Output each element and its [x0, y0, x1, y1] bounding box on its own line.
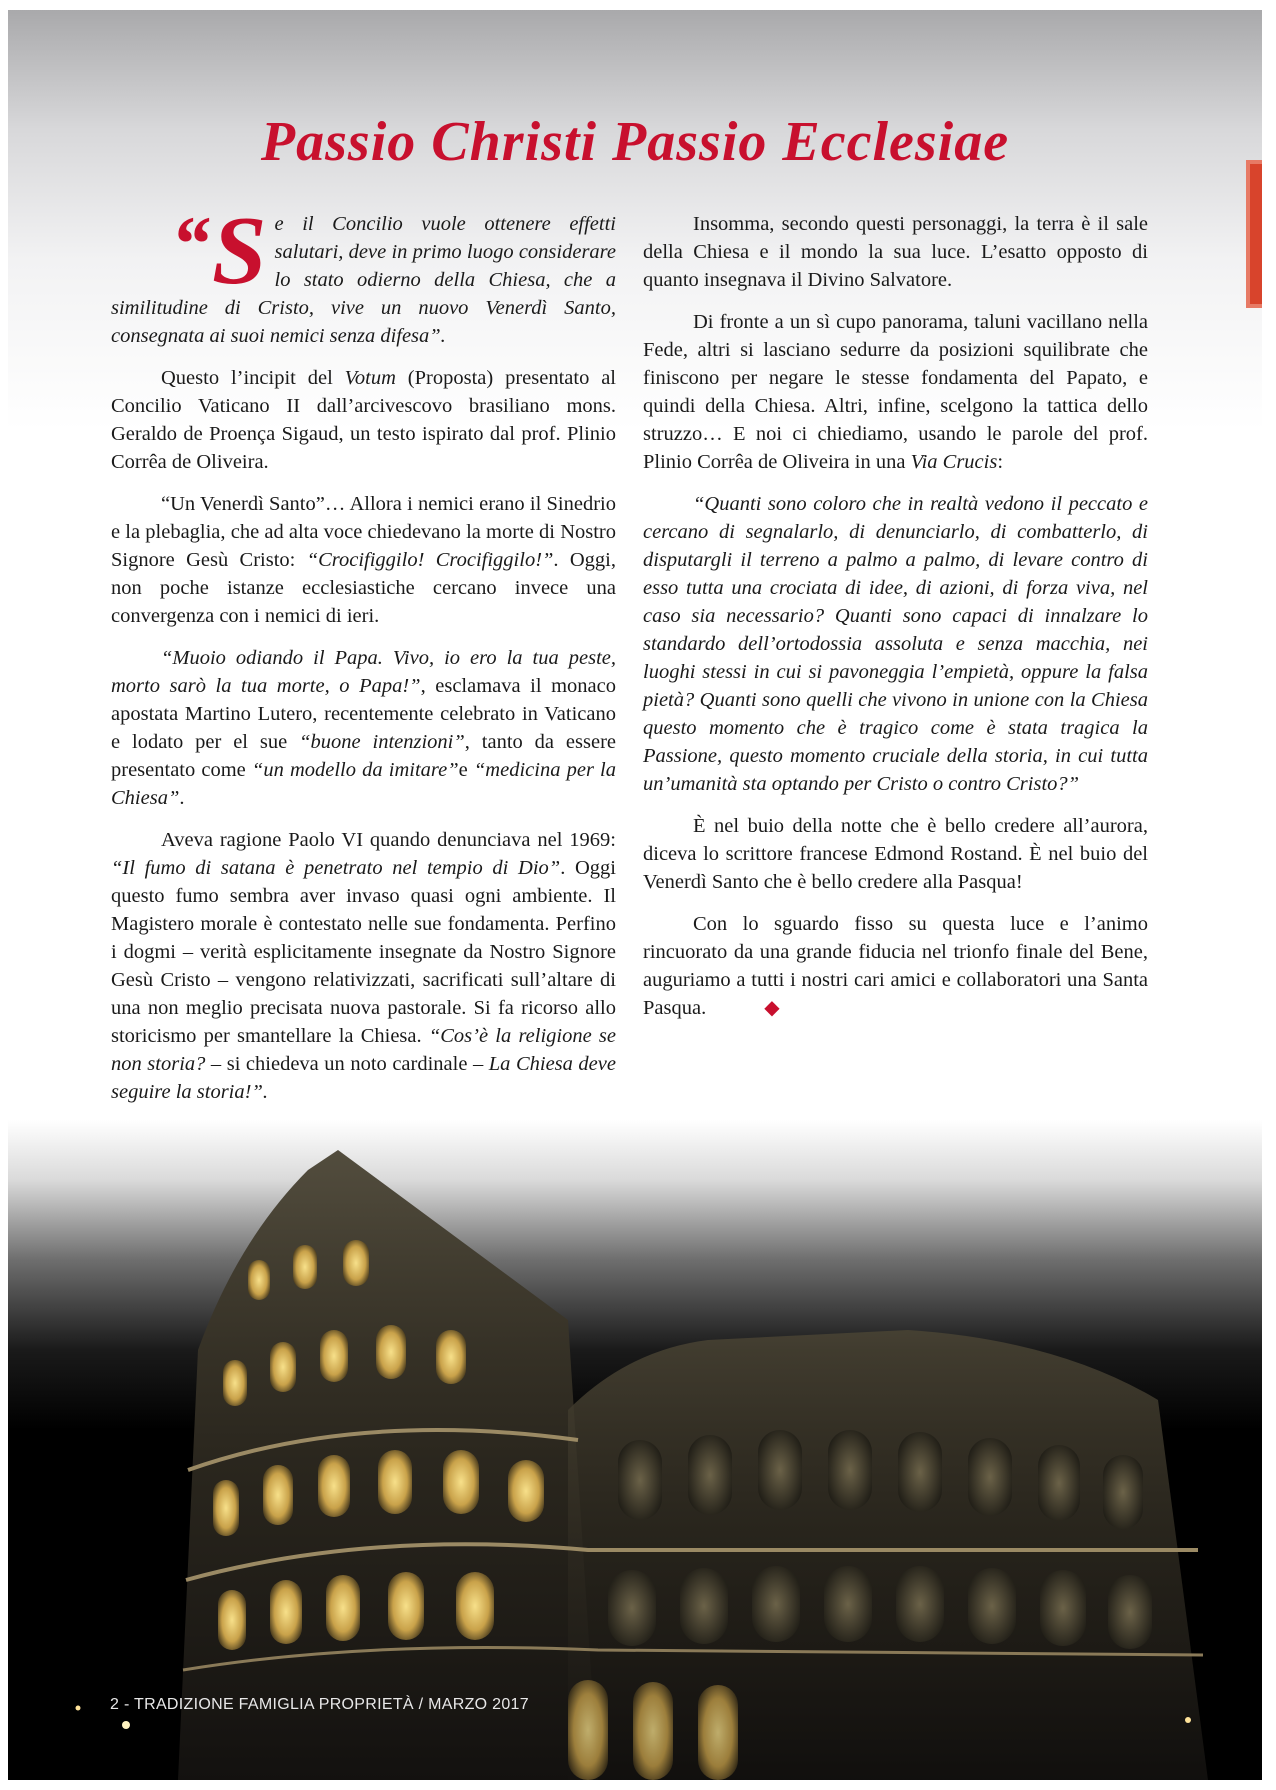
paragraph-santa-pasqua: Con lo sguardo fisso su questa luce e l’animo rincuorato da una grande fiducia nel trionfo finale del Bene, auguriamo a tutti i nostri cari amici e collaboratori una Santa Pasqua. ◆ — [643, 910, 1148, 1022]
opening-quote-mark: “ — [171, 200, 210, 287]
paragraph-aurora: È nel buio della notte che è bello credere all’aurora, diceva lo scrittore francese Edmond Rostand. È nel buio del Venerdì Santo che è bello credere alla Pasqua! — [643, 815, 1148, 893]
paragraph-lutero: “Muoio odiando il Papa. Vivo, io ero la tua peste, morto sarò la tua morte, o Papa!”, esclamava il monaco apostata Martino Lutero, recentemente celebrato in Vaticano e lodato per el sue “buone intenzioni”, tanto da essere presentato come “un modello da imitare”e “medicina per la Chiesa”. — [111, 647, 617, 809]
end-mark-diamond-icon: ◆ — [764, 997, 780, 1019]
paragraph-panorama: Di fronte a un sì cupo panorama, taluni vacillano nella Fede, altri si lasciano sedurre da posizioni squilibrate che finiscono per negare le stesse fondamenta del Papato, e quindi della Chiesa. Altri, infine, scelgono la tattica dello struzzo… E noi ci chiediamo, usando le parole del prof. Plinio Corrêa de Oliveira in una Via Crucis: — [643, 311, 1148, 473]
lead-text: e il Concilio vuole ottenere effetti salutari, deve in primo luogo considerare lo stato odierno della Chiesa, che a similitudine di Cristo, vive un nuovo Venerdì Santo, consegnata ai suoi nemici senza difesa”. — [111, 213, 616, 347]
right-column — [643, 210, 1148, 1036]
magazine-page — [8, 10, 1262, 1780]
drop-cap: S — [212, 197, 267, 305]
left-column — [111, 197, 617, 1120]
section-tab-marker — [1246, 160, 1262, 308]
lead-paragraph — [111, 197, 616, 350]
article-title: Passio Christi Passio Ecclesiae — [260, 111, 1010, 173]
page-footer: 2 - TRADIZIONE FAMIGLIA PROPRIETÀ / MARZO 2017 — [110, 1696, 529, 1713]
paragraph-paolo-vi: Aveva ragione Paolo VI quando denunciava nel 1969: “Il fumo di satana è penetrato nel tempio di Dio”. Oggi questo fumo sembra aver invaso quasi ogni ambiente. Il Magistero morale è contestato nelle sue fondamenta. Perfino i dogmi – verità esplicitamente insegnate da Nostro Signore Gesù Cristo – vengono relativizzati, sacrificati sull’altare di una non meglio precisata nuova pastorale. Si fa ricorso allo storicismo per smantellare la Chiesa. “Cos’è la religione se non storia? – si chiedeva un noto cardinale – La Chiesa deve seguire la storia!”. — [111, 829, 616, 1103]
paragraph-via-crucis-quote: “Quanti sono coloro che in realtà vedono il peccato e cercano di segnalarlo, di denunciarlo, di combatterlo, di disputargli il terreno a palmo a palmo, di levare contro di esso tutta una crociata di idee, di azioni, di forza viva, nel caso sia necessario? Quanti sono capaci di innalzare lo standardo dell’ortodossia assoluta e senza macchia, nei luoghi stessi in cui si pavoneggia l’empietà, oppure la falsa pietà? Quanti sono quelli che vivono in unione con la Chiesa questo momento che è tragico come è stata tragica la Passione, questo momento cruciale della storia, in cui tutta un’umanità sta optando per Cristo o contro Cristo?” — [643, 493, 1148, 795]
paragraph-votum: Questo l’incipit del Votum (Proposta) presentato al Concilio Vaticano II dall’arcivescovo brasiliano mons. Geraldo de Proença Sigaud, un testo ispirato dal prof. Plinio Corrêa de Oliveira. — [111, 367, 616, 473]
paragraph-venerdi-santo: “Un Venerdì Santo”… Allora i nemici erano il Sinedrio e la plebaglia, che ad alta voce chiedevano la morte di Nostro Signore Gesù Cristo: “Crocifiggilo! Crocifiggilo!”. Oggi, non poche istanze ecclesiastiche cercano invece una convergenza con i nemici di ieri. — [111, 493, 616, 627]
colosseum-night-photo — [8, 1110, 1262, 1780]
paragraph-insomma: Insomma, secondo questi personaggi, la terra è il sale della Chiesa e il mondo la sua luce. L’esatto opposto di quanto insegnava il Divino Salvatore. — [643, 213, 1148, 291]
